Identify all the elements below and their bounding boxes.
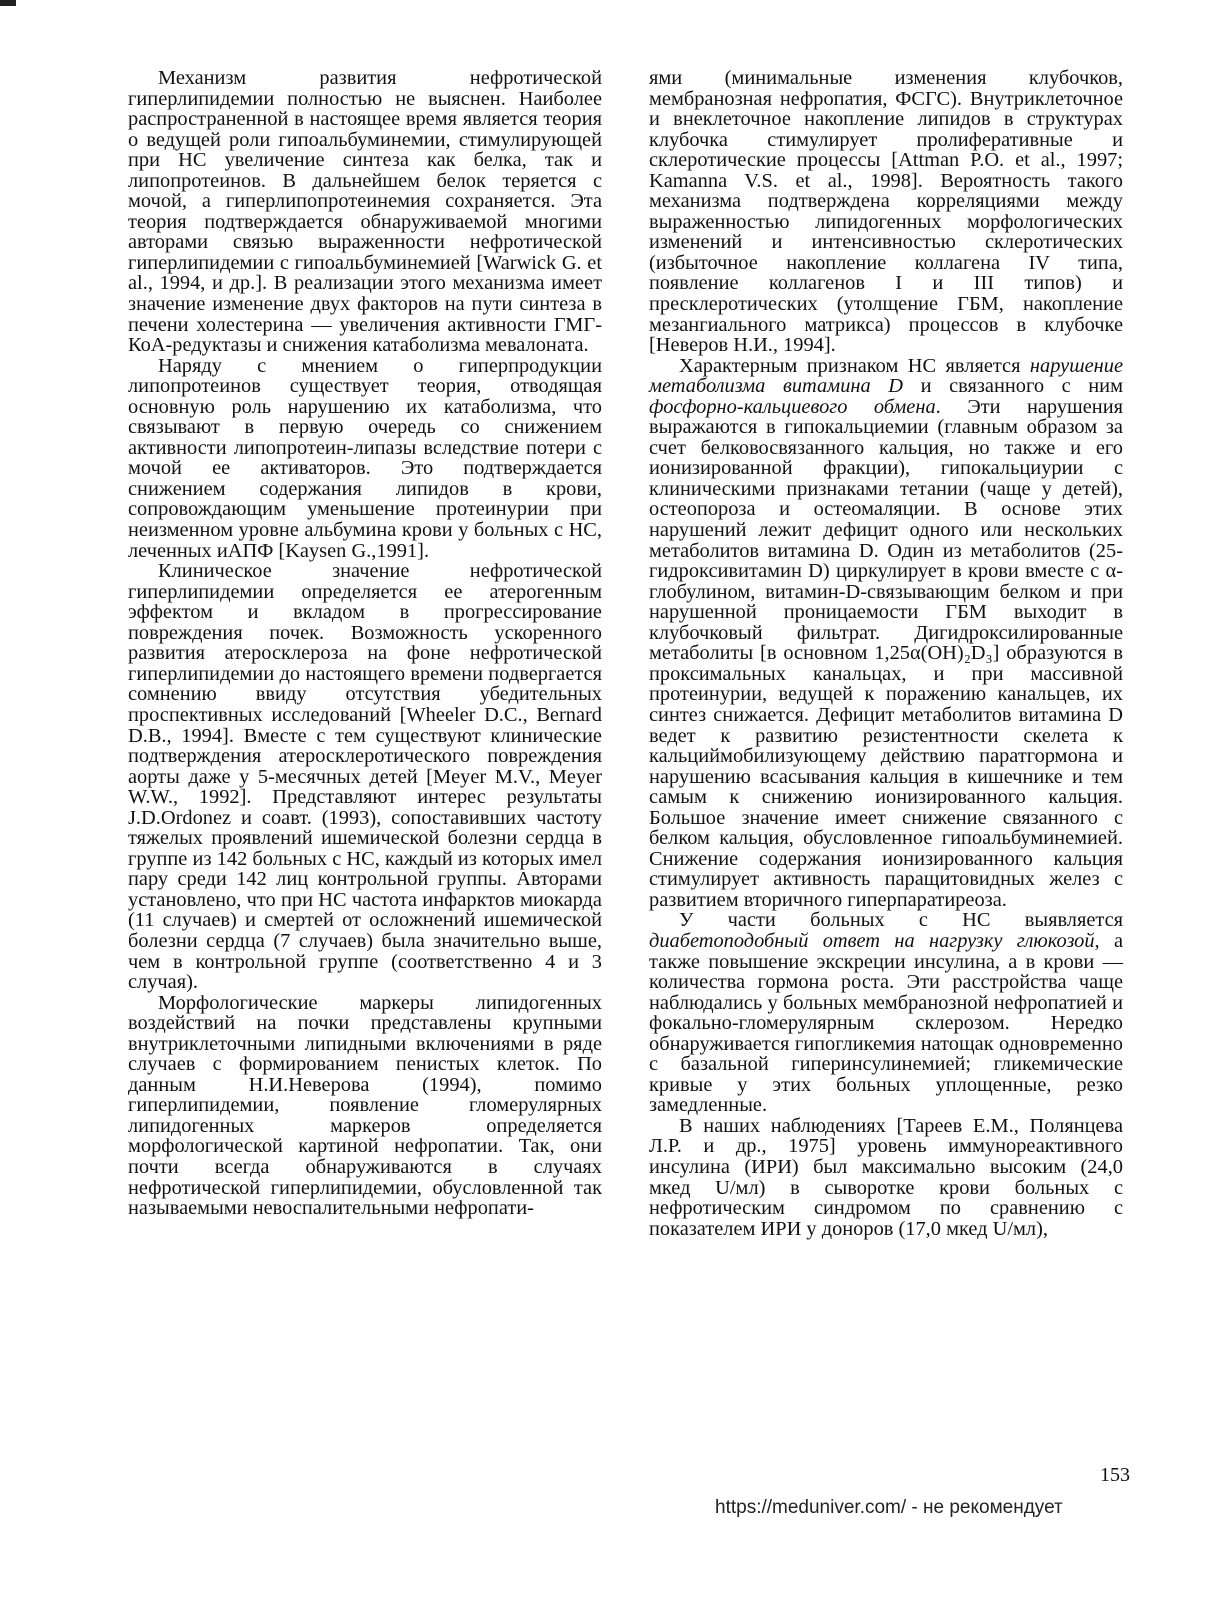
text-run: Характерным признаком НС является xyxy=(679,354,1030,377)
paragraph-clinical-significance: Клиническое значение нефротической гиперлипидемии определяется ее атерогенным эффектом и вкладом в прогрессирование повреждения почек. Возможность ускоренного развития атеросклероза на фоне нефротической гиперлипидемии до настоящего времени подвергается сомнению ввиду отсутствия убедительных проспективных исследований [Wheeler D.C., Bernard D.B., 1994]. Вместе с тем существуют клинические подтверждения атеросклеротического повреждения аорты даже у 5-месячных детей [Meyer M.V., Meyer W.W., 1992]. Представляют интерес результаты J.D.Ordonez и соавт. (1993), сопоставивших частоту тяжелых проявлений ишемической болезни сердца в группе из 142 больных с НС, каждый из которых имел пару среди 142 лиц контрольной группы. Авторами установлено, что при НС частота инфарктов миокарда (11 случаев) и смертей от осложнений ишемической болезни сердца (7 случаев) была значительно выше, чем в контрольной группе (соответственно 4 и 3 случая). xyxy=(128,560,602,994)
watermark-text: https://meduniver.com/ - не рекомендует xyxy=(715,1497,1063,1518)
paragraph-morphological-markers: Морфологические маркеры липидогенных воздействий на почки представлены крупными внутриклеточными липидными включениями в ряде случаев с формированием пенистых клеток. По данным Н.И.Неверова (1994), помимо гиперлипидемии, появление гломерулярных липидогенных маркеров определяется морфологической картиной нефропатии. Так, они почти всегда обнаруживаются в случаях нефротической гиперлипидемии, обусловленной так называемыми невоспалительными нефропати- xyxy=(128,991,602,1220)
text-run: . Эти нарушения выражаются в гипокальциемии (главным образом за счет белковосвязанного кальция, но также и его ионизированной фракции), гипокальциурии с клиническими признаками тетании (чаще у детей), остеопороза и остеомаляции. В основе этих нарушений лежит дефицит одного или нескольких метаболитов витамина D. Один из метаболитов (25-гидроксивитамин D) циркулирует в крови вместе с α-глобулином, витамин-D-связывающим белком и при нарушенной проницаемости ГБМ выходит в клубочковый фильтрат. Дигидроксилированные метаболиты [в основном 1,25α(OH)₂D₃] образуются в проксимальных канальцах, и при массивной протеинурии, ведущей к поражению канальцев, их синтез снижается. Дефицит метаболитов витамина D ведет к развитию резистентности скелета к кальциймобилизующему действию паратгормона и нарушению всасывания кальция в кишечнике и тем самым к снижению ионизированного кальция. Большое значение имеет снижение связанного с белком кальция, обусловленное гипоальбуминемией. Снижение содержания ионизированного кальция стимулирует активность паращитовидных желез с развитием вторичного гиперпаратиреоза. xyxy=(649,395,1123,911)
paragraph-continuation: ями (минимальные изменения клубочков, мембранозная нефропатия, ФСГС). Внутриклеточное и внеклеточное накопление липидов в структурах клубочка стимулирует пролиферативные и склеротические процессы [Attman P.O. et al., 1997; Kamanna V.S. et al., 1998]. Вероятность такого механизма подтверждена корреляциями между выраженностью липидогенных морфологических изменений и интенсивностью склеротических (избыточное накопление коллагена IV типа, появление коллагенов I и III типов) и пресклеротических (утолщение ГБМ, накопление мезангиального матрикса) процессов в клубочке [Неверов Н.И., 1994]. xyxy=(649,67,1123,357)
paragraph-hyperlipidemia-mechanism: Механизм развития нефротической гиперлипидемии полностью не выяснен. Наиболее распространенной в настоящее время является теория о ведущей роли гипоальбуминемии, стимулирующей при НС увеличение синтеза как белка, так и липопротеинов. В дальнейшем белок теряется с мочой, а гиперлипопротеинемия сохраняется. Эта теория подтверждается обнаруживаемой многими авторами связью выраженности нефротической гиперлипидемии с гипоальбуминемией [Warwick G. et al., 1994, и др.]. В реализации этого механизма имеет значение изменение двух факторов на пути синтеза в печени холестерина — увеличения активности ГМГ-КоА-редуктазы и снижения катаболизма мевалоната. xyxy=(128,67,602,357)
paragraph-vitamin-d xyxy=(649,356,1123,911)
right-column xyxy=(649,68,1123,1239)
italic-term-phosphorus-calcium: фосфорно-кальциевого обмена xyxy=(649,395,936,418)
italic-term-diabetic-response: диабетоподобный ответ на нагрузку глюкозой xyxy=(649,929,1095,952)
text-run: и связанного с ним xyxy=(903,375,1123,398)
paragraph-catabolism-theory: Наряду с мнением о гиперпродукции липопротеинов существует теория, отводящая основную роль нарушению их катаболизма, что связывают в первую очередь со снижением активности липопротеин-липазы вследствие потери с мочой ее активаторов. Это подтверждается снижением содержания липидов в крови, сопровождающим уменьшение протеинурии при неизменном уровне альбумина крови у больных с НС, леченных иАПФ [Kaysen G.,1991]. xyxy=(128,354,602,562)
left-column xyxy=(128,68,602,1219)
text-run: У части больных с НС выявляется xyxy=(679,909,1123,932)
text-run: , а также повышение экскреции инсулина, а в крови — количества гормона роста. Эти расстройства чаще наблюдались у больных мембранозной нефропатией и фокально-гломерулярным склерозом. Нередко обнаруживается гипогликемия натощак одновременно с базальной гиперинсулинемией; гликемические кривые у этих больных уплощенные, резко замедленные. xyxy=(649,929,1124,1117)
paragraph-insulin-observations: В наших наблюдениях [Тареев Е.М., Полянцева Л.Р. и др., 1975] уровень иммунореактивного инсулина (ИРИ) был максимально высоким (24,0 мкед U/мл) в сыворотке крови больных с нефротическим синдромом по сравнению с показателем ИРИ у доноров (17,0 мкед U/мл), xyxy=(649,1114,1123,1240)
paragraph-glucose-response xyxy=(649,910,1123,1115)
italic-term-vitamin-d: нарушение метаболизма витамина D xyxy=(649,354,1123,398)
page-number: 153 xyxy=(1100,1464,1130,1486)
scan-corner-mark xyxy=(0,0,16,6)
